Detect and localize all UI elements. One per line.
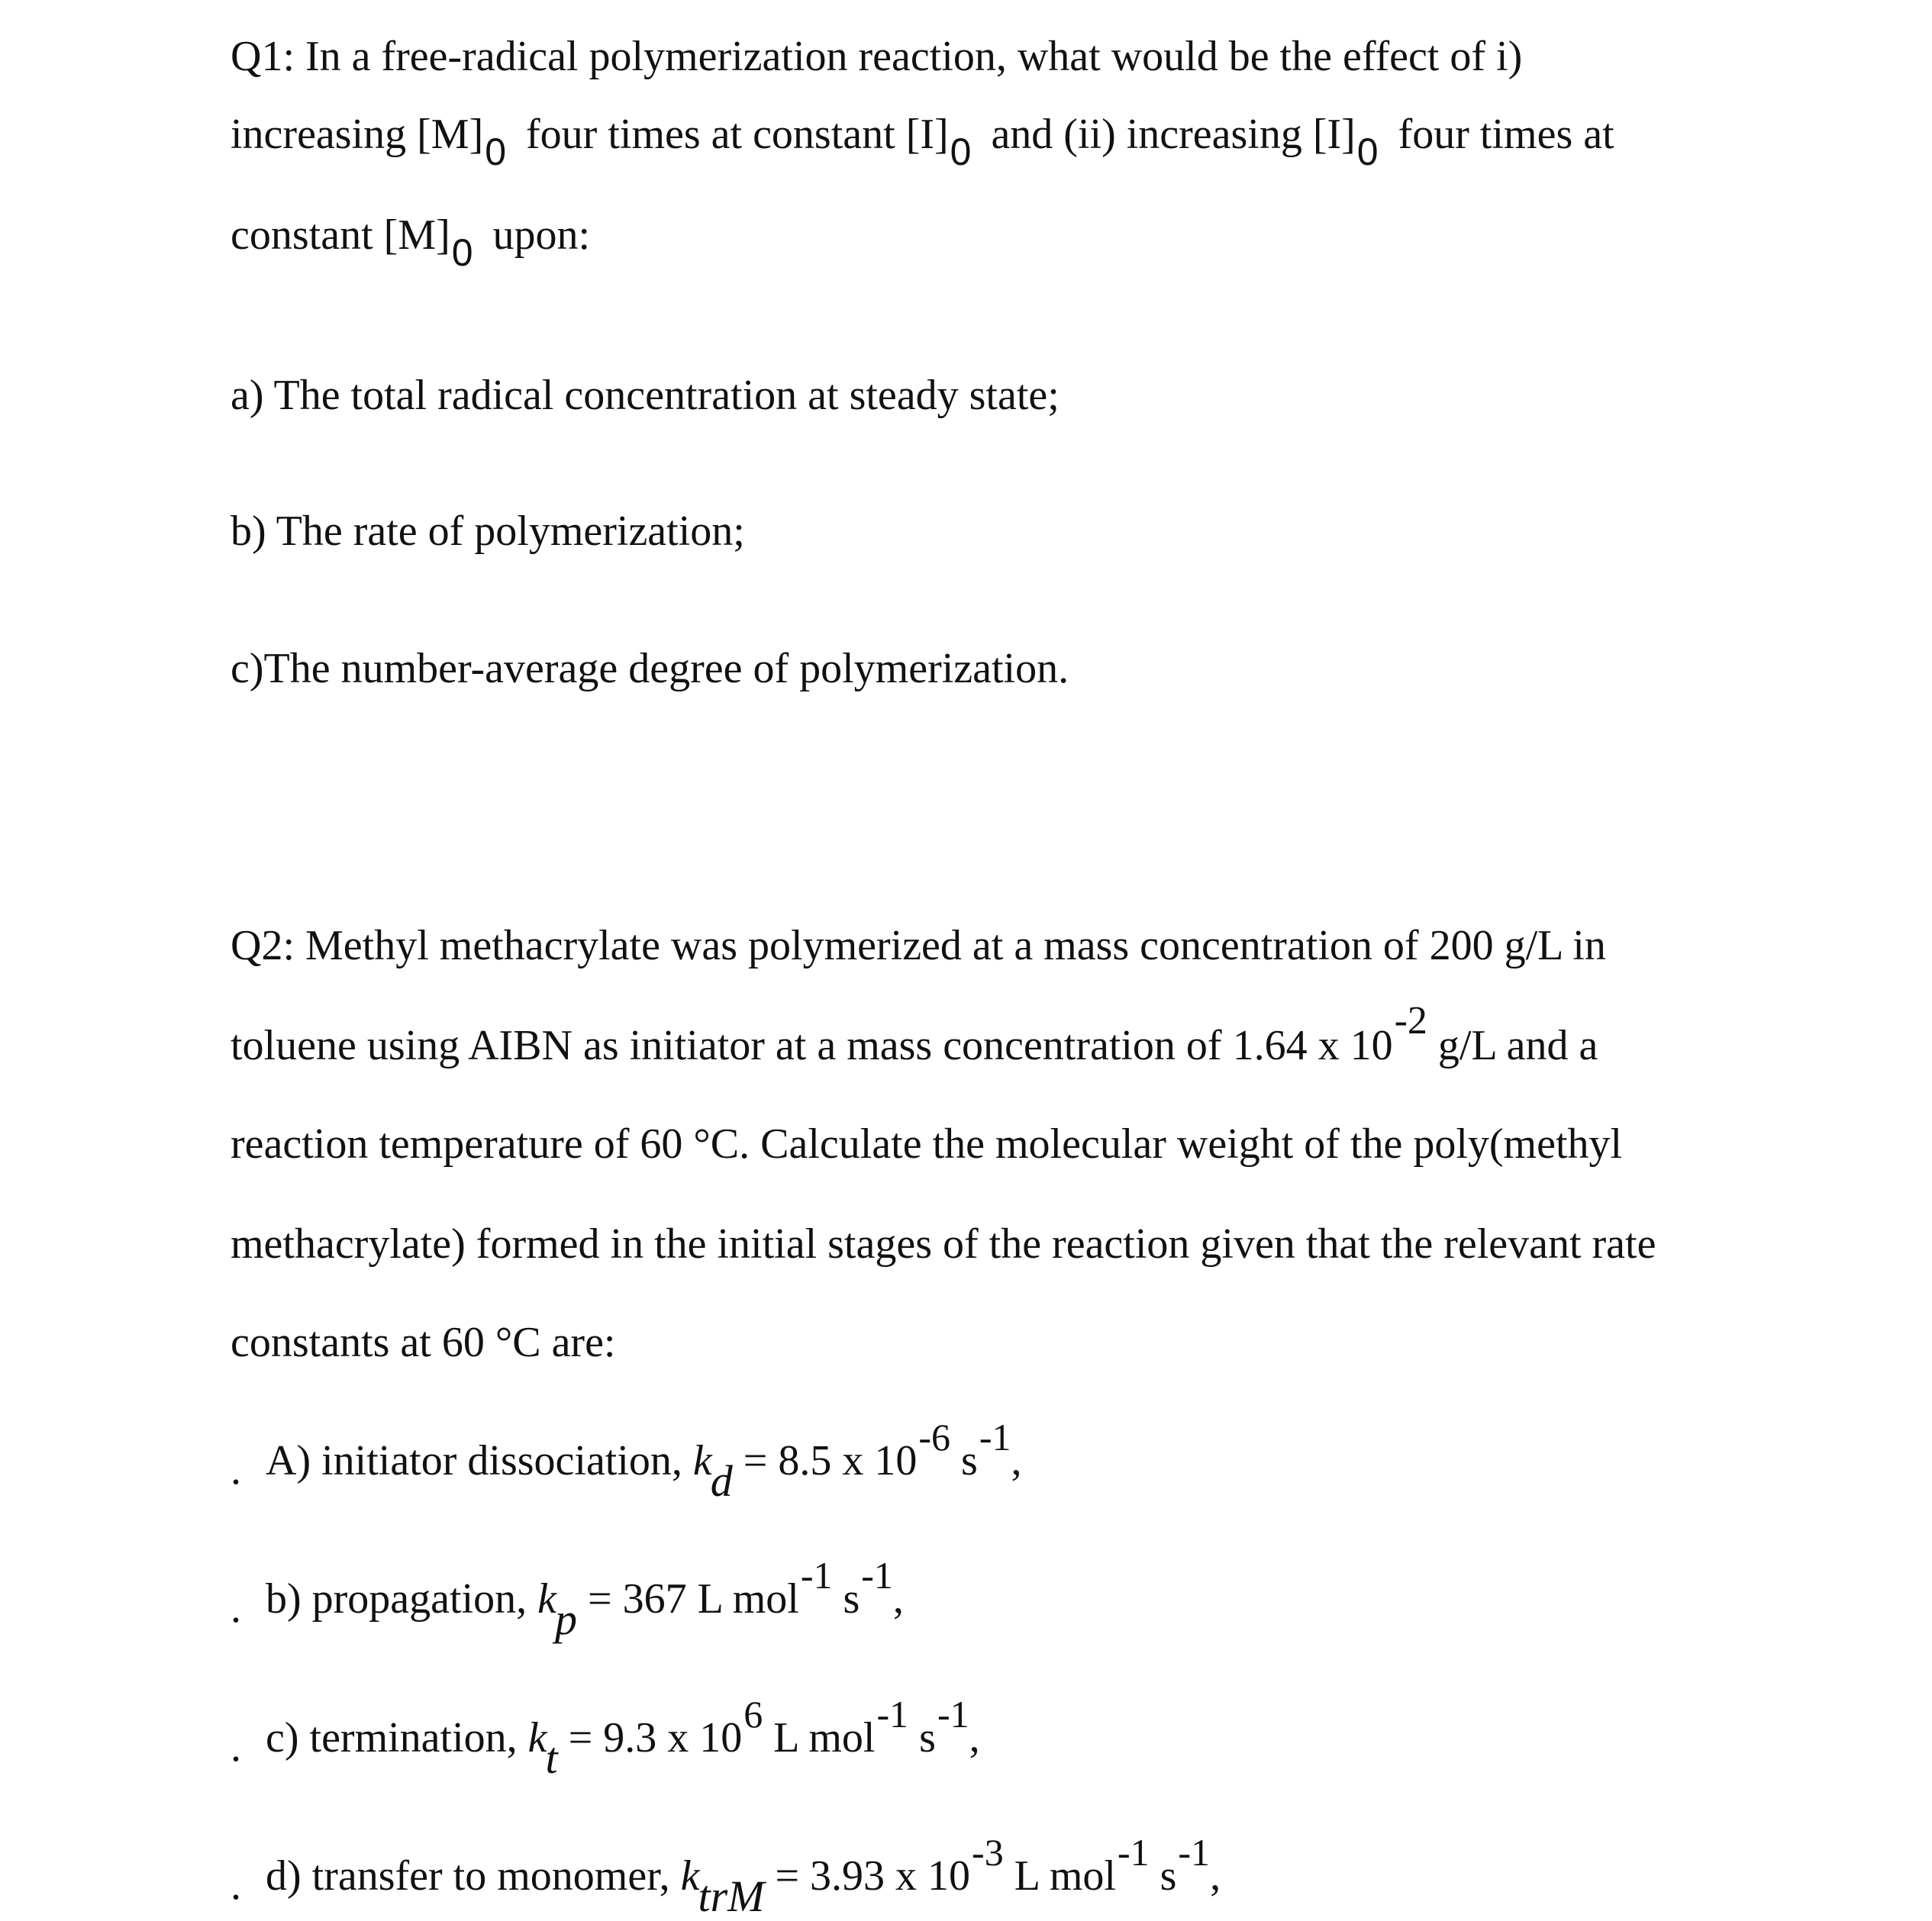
k-symbol: k [537, 1575, 556, 1623]
rate-constant-item [266, 1416, 1022, 1506]
unit: s [832, 1575, 860, 1623]
exponent: -2 [1394, 999, 1427, 1043]
k-symbol: k [527, 1714, 547, 1761]
rate-constant-item [266, 1831, 1221, 1921]
exponent: -3 [972, 1831, 1004, 1874]
rate-constant-item [266, 1693, 980, 1783]
k-symbol: k [680, 1852, 700, 1900]
subscript-zero: 0 [1356, 131, 1379, 173]
q1-line-2 [231, 111, 1614, 173]
k-symbol: k [692, 1437, 712, 1484]
q2-line-2 [231, 999, 1598, 1069]
item-tail: , [1210, 1852, 1221, 1900]
unit: s [1149, 1852, 1177, 1900]
rate-constant-item [266, 1554, 904, 1644]
q2-line-4: methacrylate) formed in the initial stages of the reaction given that the relevant rate [231, 1220, 1656, 1268]
k-subscript: d [710, 1456, 733, 1506]
subscript-zero: 0 [950, 131, 972, 173]
k-subscript: t [545, 1733, 558, 1783]
q1-line-3 [231, 211, 591, 274]
exponent: -1 [861, 1554, 893, 1597]
q1-part-b: b) The rate of polymerization; [231, 508, 745, 555]
q1-part-c: c)The number-average degree of polymerization. [231, 645, 1069, 692]
item-label: A) initiator dissociation, [266, 1437, 693, 1484]
q1-line-1: Q1: In a free-radical polymerization reaction, what would be the effect of i) [231, 33, 1523, 80]
q2-line-5: constants at 60 °C are: [231, 1319, 616, 1366]
subscript-zero: 0 [485, 131, 507, 173]
exponent: -1 [1178, 1831, 1211, 1874]
q1-line-2-part-b: four times at constant [I] [515, 111, 949, 158]
item-label: c) termination, [266, 1714, 528, 1761]
item-value: = 3.93 x 10 [764, 1852, 971, 1900]
q2-line-2-part-a: toluene using AIBN as initiator at a mass concentration of 1.64 x 10 [231, 1022, 1393, 1069]
bullet-dot: . [231, 1584, 241, 1632]
q1-line-2-part-c: and (ii) increasing [I] [980, 111, 1356, 158]
q2-line-2-part-b: g/L and a [1427, 1022, 1598, 1069]
exponent: -1 [979, 1416, 1011, 1458]
k-subscript: p [554, 1594, 577, 1644]
q1-line-3-part-b: upon: [482, 211, 591, 259]
exponent: 6 [743, 1693, 763, 1736]
unit: L mol [763, 1714, 876, 1761]
q1-line-2-part-d: four times at [1387, 111, 1614, 158]
q1-part-a: a) The total radical concentration at steady state; [231, 372, 1060, 419]
unit: s [950, 1437, 978, 1484]
q1-line-3-part-a: constant [M] [231, 211, 450, 259]
bullet-dot: . [231, 1446, 241, 1494]
item-value: = 367 L mol [576, 1575, 799, 1623]
exponent: -1 [876, 1693, 909, 1736]
bullet-dot: . [231, 1723, 241, 1771]
q2-line-3: reaction temperature of 60 °C. Calculate the molecular weight of the poly(methyl [231, 1120, 1623, 1168]
unit: L mol [1003, 1852, 1116, 1900]
item-tail: , [892, 1575, 904, 1623]
q2-line-1: Q2: Methyl methacrylate was polymerized at a mass concentration of 200 g/L in [231, 922, 1606, 969]
q1-line-2-part-a: increasing [M] [231, 111, 484, 158]
unit: s [908, 1714, 936, 1761]
exponent: -1 [1117, 1831, 1150, 1874]
item-value: = 8.5 x 10 [732, 1437, 918, 1484]
item-tail: , [969, 1714, 980, 1761]
item-label: b) propagation, [266, 1575, 538, 1623]
k-subscript: trM [698, 1871, 765, 1921]
exponent: -1 [937, 1693, 969, 1736]
subscript-zero: 0 [451, 231, 473, 274]
item-label: d) transfer to monomer, [266, 1852, 681, 1900]
bullet-dot: . [231, 1861, 241, 1909]
exponent: -1 [800, 1554, 833, 1597]
exponent: -6 [918, 1416, 951, 1458]
item-value: = 9.3 x 10 [557, 1714, 743, 1761]
item-tail: , [1011, 1437, 1022, 1484]
